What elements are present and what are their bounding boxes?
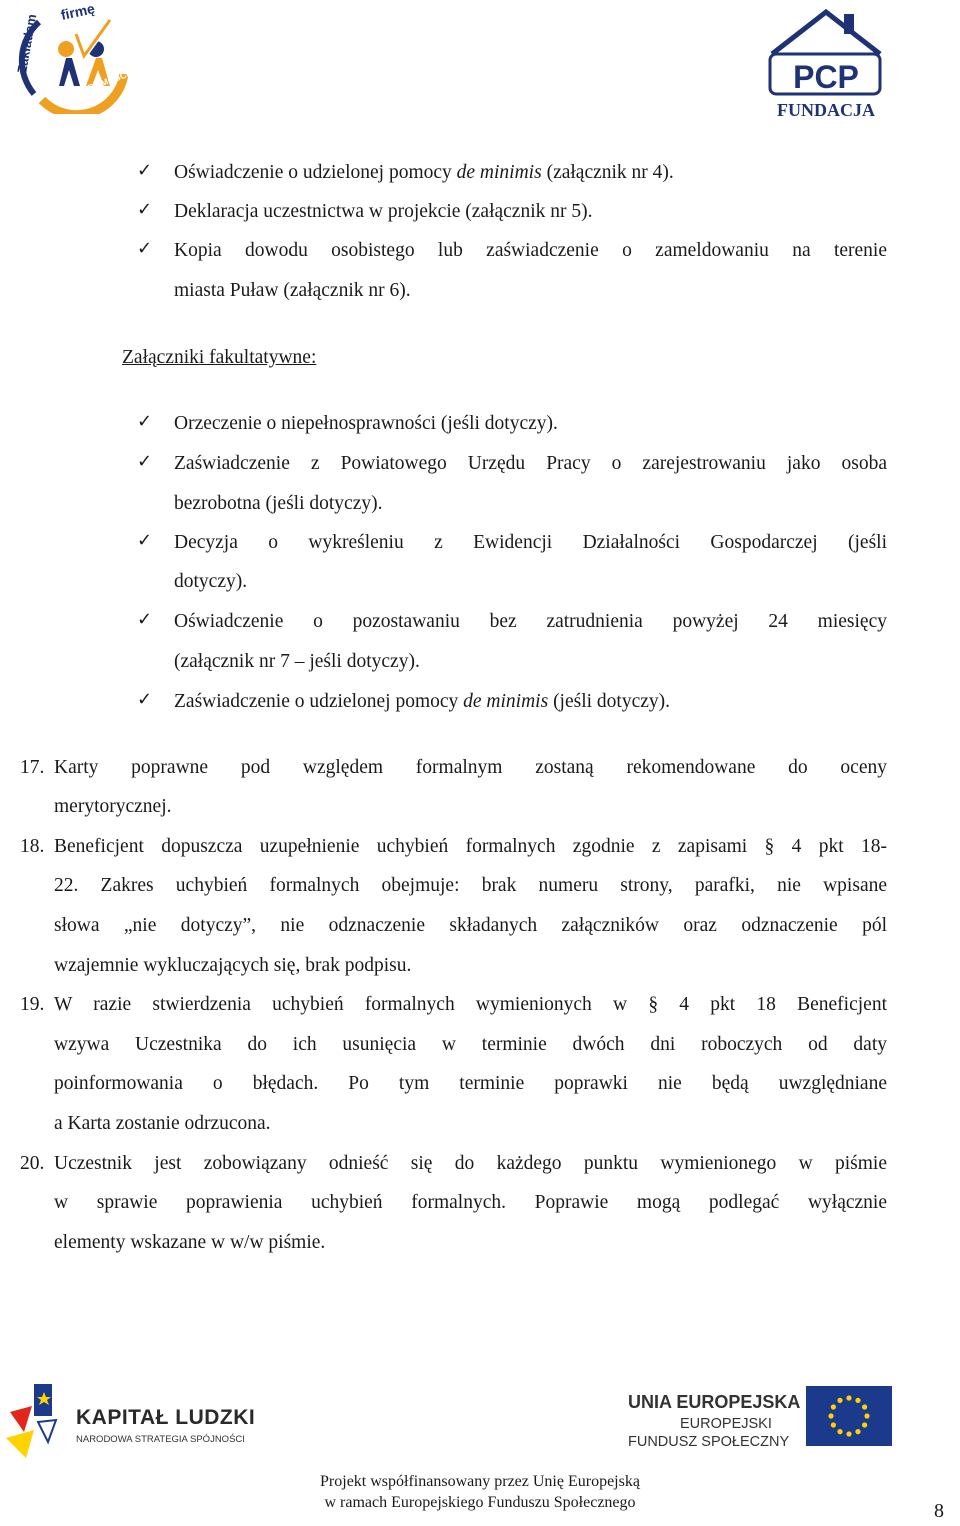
cofinancing-line-2: w ramach Europejskiego Funduszu Społecznego: [324, 1494, 636, 1511]
check-icon: ✓: [137, 451, 153, 472]
item-emphasis: de minimis: [456, 162, 542, 183]
check-icon: ✓: [137, 609, 153, 630]
kapital-ludzki-subtitle: NARODOWA STRATEGIA SPÓJNOŚCI: [76, 1434, 245, 1445]
cofinancing-line-1: Projekt współfinansowany przez Unię Europejską: [320, 1473, 640, 1490]
check-icon: ✓: [137, 530, 153, 551]
logo-pcp-name: PCP: [793, 59, 859, 95]
item-text-line1: Oświadczenie o pozostawaniu bez zatrudnienia powyżej 24 miesięcy: [174, 611, 887, 632]
paragraph-number: 18.: [20, 836, 45, 857]
paragraph-line: wzajemnie wykluczających się, brak podpisu.: [54, 955, 412, 976]
paragraph-number: 20.: [20, 1153, 45, 1174]
paragraph-line: 22. Zakres uchybień formalnych obejmuje: brak numeru strony, parafki, nie wpisane: [54, 875, 887, 896]
svg-text:ZE ŚWIADOMOŚCIĄ: ZE ŚWIADOMOŚCIĄ: [51, 66, 137, 106]
logo-zakladam-firme: [14, 4, 142, 114]
item-text-line2: dotyczy).: [174, 571, 248, 592]
eu-flag-icon: [806, 1386, 892, 1446]
item-text-line2: bezrobotna (jeśli dotyczy).: [174, 493, 383, 514]
page-number: 8: [934, 1500, 944, 1522]
paragraph-number: 19.: [20, 994, 45, 1015]
logo-unia-europejska: [620, 1386, 892, 1476]
paragraph-line: merytorycznej.: [54, 796, 172, 817]
item-text: Zaświadczenie o udzielonej pomocy: [174, 691, 464, 712]
paragraph-line: wzywa Uczestnika do ich usunięcia w terminie dwóch dni roboczych od daty: [54, 1034, 887, 1055]
item-text-line1: Zaświadczenie z Powiatowego Urzędu Pracy o zarejestrowaniu jako osoba: [174, 453, 887, 474]
paragraph-number: 17.: [20, 757, 45, 778]
paragraph-line: w sprawie poprawienia uchybień formalnych. Poprawie mogą podlegać wyłącznie: [54, 1192, 887, 1213]
paragraph-line: poinformowania o błędach. Po tym terminie poprawki nie będą uwzględniane: [54, 1073, 887, 1094]
check-icon: ✓: [137, 238, 153, 259]
item-text-end: (jeśli dotyczy).: [548, 691, 671, 712]
svg-text:firmę: firmę: [59, 4, 97, 23]
item-text: Orzeczenie o niepełnosprawności (jeśli dotyczy).: [174, 413, 558, 434]
paragraph-line: Karty poprawne pod względem formalnym zostaną rekomendowane do oceny: [54, 757, 887, 778]
eu-subtitle-1: EUROPEJSKI: [680, 1416, 772, 1432]
optional-attachments-heading: Załączniki fakultatywne:: [122, 347, 317, 368]
paragraph-line: Uczestnik jest zobowiązany odnieść się do każdego punktu wymienionego w piśmie: [54, 1153, 887, 1174]
paragraph-line: W razie stwierdzenia uchybień formalnych wymienionych w § 4 pkt 18 Beneficjent: [54, 994, 887, 1015]
check-icon: ✓: [137, 411, 153, 432]
logo-pcp-sub: FUNDACJA: [777, 100, 875, 120]
item-text: Deklaracja uczestnictwa w projekcie (załącznik nr 5).: [174, 201, 593, 222]
eu-title: UNIA EUROPEJSKA: [628, 1392, 801, 1412]
item-text-line1: Kopia dowodu osobistego lub zaświadczenie o zameldowaniu na terenie: [174, 240, 887, 261]
item-text-end: (załącznik nr 4).: [541, 162, 674, 183]
paragraph-line: a Karta zostanie odrzucona.: [54, 1113, 271, 1134]
svg-text:Zakładam: Zakładam: [14, 12, 40, 75]
logo-kapital-ludzki: [4, 1382, 264, 1462]
check-icon: ✓: [137, 160, 153, 181]
kapital-ludzki-emblem-icon: [4, 1382, 70, 1462]
check-icon: ✓: [137, 199, 153, 220]
paragraph-line: Beneficjent dopuszcza uzupełnienie uchybień formalnych zgodnie z zapisami § 4 pkt 18-: [54, 836, 887, 857]
item-text-line2: miasta Puław (załącznik nr 6).: [174, 280, 411, 301]
item-text: Oświadczenie o udzielonej pomocy: [174, 162, 457, 183]
paragraph-line: elementy wskazane w w/w piśmie.: [54, 1232, 326, 1253]
eu-subtitle-2: FUNDUSZ SPOŁECZNY: [628, 1434, 790, 1450]
item-text-line1: Decyzja o wykreśleniu z Ewidencji Działalności Gospodarczej (jeśli: [174, 532, 887, 553]
paragraph-line: słowa „nie dotyczy”, nie odznaczenie składanych załączników oraz odznaczenie pól: [54, 915, 887, 936]
kapital-ludzki-title: KAPITAŁ LUDZKI: [76, 1406, 256, 1429]
item-emphasis: de minimis: [463, 691, 549, 712]
item-text-line2: (załącznik nr 7 – jeśli dotyczy).: [174, 651, 420, 672]
logo-fundacja-pcp: [760, 4, 890, 122]
check-icon: ✓: [137, 689, 153, 710]
